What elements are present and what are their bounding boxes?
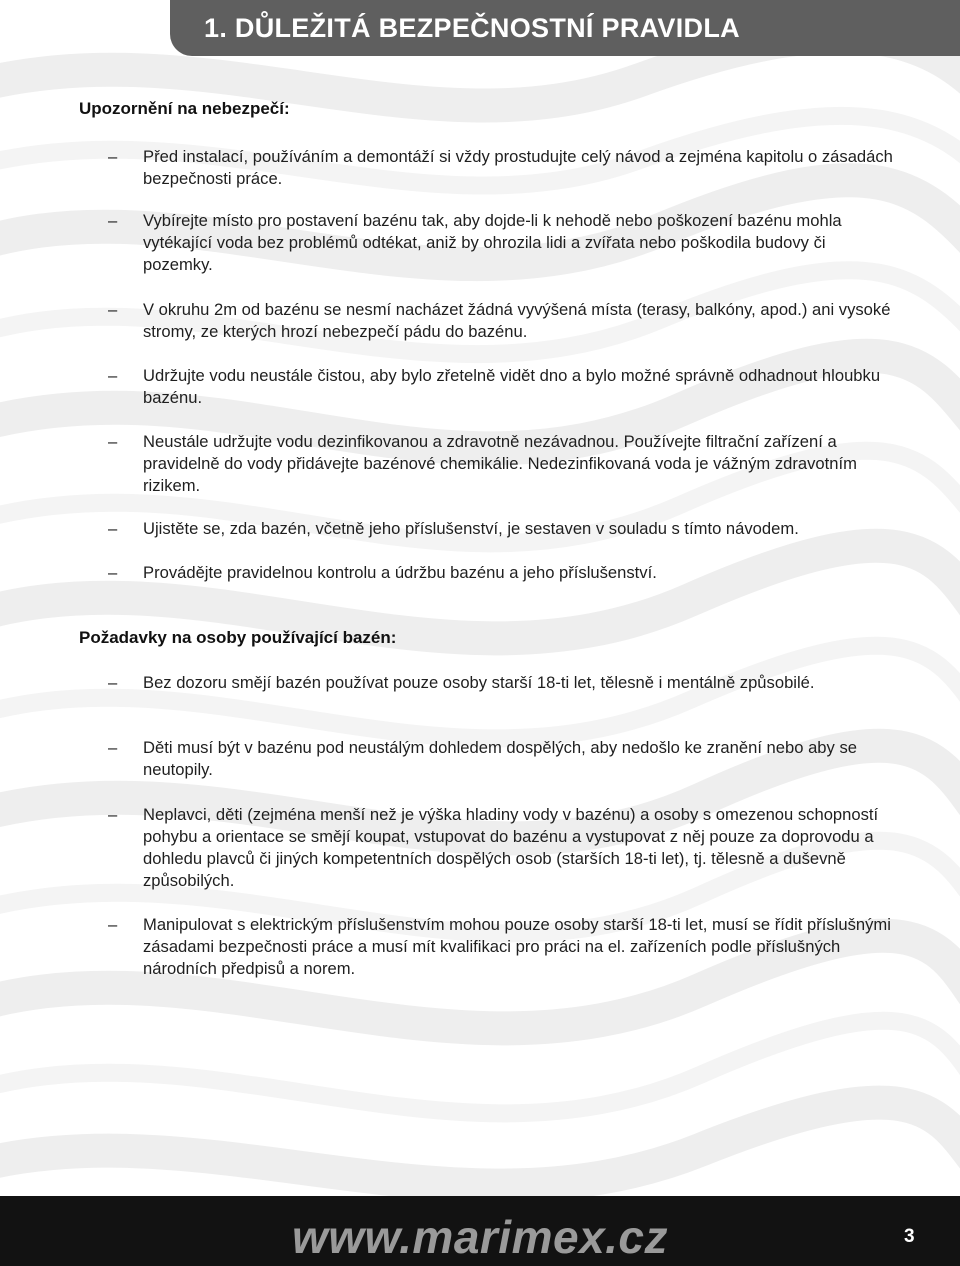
list-item-text: Ujistěte se, zda bazén, včetně jeho příslušenství, je sestaven v souladu s tímto návodem.	[143, 519, 799, 538]
bullet-dash: –	[108, 366, 118, 385]
bullet-dash: –	[108, 300, 118, 319]
page-number: 3	[904, 1226, 915, 1247]
list-item-text: Udržujte vodu neustále čistou, aby bylo zřetelně vidět dno a bylo možné správně odhadnout hloubku bazénu.	[143, 366, 881, 407]
list-item	[108, 562, 898, 584]
bullet-dash: –	[108, 738, 118, 757]
list-item	[108, 431, 898, 497]
list-item	[108, 914, 898, 980]
list-item	[108, 365, 898, 409]
list-item	[108, 518, 898, 540]
list-item	[108, 210, 898, 276]
bullet-dash: –	[108, 805, 118, 824]
list-item	[108, 146, 898, 190]
bullet-dash: –	[108, 147, 118, 166]
list-item	[108, 672, 898, 694]
list-item-text: Provádějte pravidelnou kontrolu a údržbu bazénu a jeho příslušenství.	[143, 563, 657, 582]
bullet-dash: –	[108, 915, 118, 934]
list-item-text: Manipulovat s elektrickým příslušenstvím mohou pouze osoby starší 18-ti let, musí se řídit příslušnými zásadami bezpečnosti práce a musí mít kvalifikaci pro práci na el. zařízeních podle příslušných národních předpisů a norem.	[143, 915, 891, 978]
website-url: www.marimex.cz	[292, 1211, 669, 1263]
bullet-dash: –	[108, 432, 118, 451]
chapter-header-bar	[170, 0, 960, 56]
bullet-dash: –	[108, 563, 118, 582]
list-item-text: Děti musí být v bazénu pod neustálým dohledem dospělých, aby nedošlo ke zranění nebo aby se neutopily.	[143, 738, 857, 779]
bullet-dash: –	[108, 673, 118, 692]
list-item-text: Vybírejte místo pro postavení bazénu tak, aby dojde-li k nehodě nebo poškození bazénu mohla vytékající voda bez problémů odtékat, aniž by ohrozila lidi a zvířata nebo poškodila budovy či pozemky.	[143, 211, 842, 274]
bullet-dash: –	[108, 519, 118, 538]
list-item-text: Bez dozoru smějí bazén používat pouze osoby starší 18-ti let, tělesně i mentálně způsobilé.	[143, 673, 815, 692]
list-item	[108, 737, 898, 781]
list-item	[108, 804, 898, 892]
list-item-text: V okruhu 2m od bazénu se nesmí nacházet žádná vyvýšená místa (terasy, balkóny, apod.) ani vysoké stromy, ze kterých hrozí nebezpečí pádu do bazénu.	[143, 300, 891, 341]
list-item-text: Neustále udržujte vodu dezinfikovanou a zdravotně nezávadnou. Používejte filtrační zařízení a pravidelně do vody přidávejte bazénové chemikálie. Nedezinfikovaná voda je vážným zdravotním rizikem.	[143, 432, 857, 495]
list-item	[108, 299, 898, 343]
bullet-dash: –	[108, 211, 118, 230]
list-item-text: Před instalací, používáním a demontáží si vždy prostudujte celý návod a zejména kapitolu o zásadách bezpečnosti práce.	[143, 147, 893, 188]
page-footer	[0, 1196, 960, 1266]
section-heading-user-requirements: Požadavky na osoby používající bazén:	[79, 628, 397, 647]
chapter-title: 1. DŮLEŽITÁ BEZPEČNOSTNÍ PRAVIDLA	[204, 13, 740, 43]
section-heading-hazard-warning: Upozornění na nebezpečí:	[79, 99, 290, 118]
list-item-text: Neplavci, děti (zejména menší než je výška hladiny vody v bazénu) a osoby s omezenou schopností pohybu a orientace se smějí koupat, vstupovat do bazénu a vystupovat z něj pouze za doprovodu a dohledu plavců či jiných kompetentních dospělých osob (starších 18-ti let), tj. tělesně a duševně způsobilých.	[143, 805, 879, 890]
